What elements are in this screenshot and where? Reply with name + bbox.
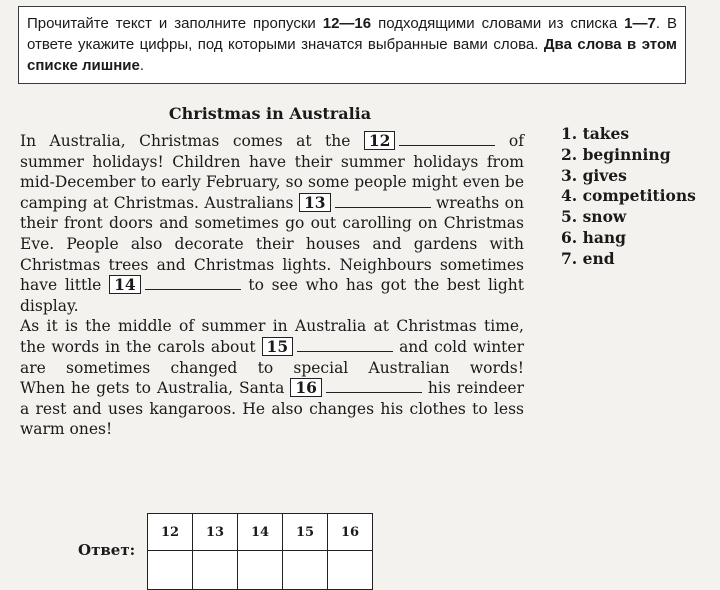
text-fragment: of summer holidays! Children have their summer holidays from mid-December to early February, so some people might even be camping at Christmas.: [20, 132, 524, 212]
answer-label: Ответ:: [78, 541, 136, 559]
gap-number-15: 15: [262, 337, 294, 356]
instruction-note: Два слова в этом списке лишние: [27, 36, 677, 74]
option-item: 2. beginning: [561, 144, 671, 164]
answer-cell-16[interactable]: [328, 551, 373, 590]
option-item: 3. gives: [561, 165, 627, 185]
answer-cell-15[interactable]: [283, 551, 328, 590]
option-item: 5. snow: [561, 207, 627, 227]
answer-table: [147, 513, 373, 590]
instruction-text: Прочитайте текст и заполните пропуски: [27, 15, 323, 32]
answer-cell-13[interactable]: [193, 551, 238, 590]
answer-cell-12[interactable]: [148, 551, 193, 590]
gap-blank-16[interactable]: [326, 378, 422, 393]
gap-blank-13[interactable]: [335, 193, 431, 208]
paragraph: [20, 378, 524, 440]
instruction-text: .: [139, 57, 145, 74]
gap-blank-12[interactable]: [399, 131, 495, 146]
answer-column-header: 15: [283, 514, 328, 551]
gap-number-12: 12: [364, 131, 396, 150]
text-fragment: wreaths on their front doors and sometimes go out carolling on Christmas Eve. People also decorate their houses and gardens with Christmas trees and Christmas lights. Neighbours sometimes have little: [20, 193, 524, 295]
gap-number-14: 14: [109, 275, 141, 294]
gap-number-13: 13: [299, 193, 331, 212]
answer-column-header: 14: [238, 514, 283, 551]
text-fragment: to see who has got the best light display.: [20, 276, 524, 315]
option-item: 6. hang: [561, 227, 626, 247]
answer-column-header: 12: [148, 514, 193, 551]
gap-number-16: 16: [290, 378, 322, 397]
option-item: 7. end: [561, 248, 615, 268]
reading-text: [20, 131, 524, 440]
instruction-gap-range: 12—16: [322, 15, 372, 32]
paragraph: [20, 316, 524, 378]
gap-blank-14[interactable]: [145, 275, 241, 290]
instruction-box: [18, 6, 686, 84]
text-title: Christmas in Australia: [168, 104, 372, 123]
answer-cell-14[interactable]: [238, 551, 283, 590]
answer-column-header: 13: [193, 514, 238, 551]
text-fragment: As it is the middle of summer in Australia at Christmas time, the words in the carols about: [20, 317, 524, 356]
text-fragment: In Australia, Christmas comes at the: [20, 132, 351, 150]
answer-column-header: 16: [328, 514, 373, 551]
paragraph: [20, 131, 524, 316]
text-fragment: his reindeer a rest and uses kangaroos. He also changes his clothes to less warm ones!: [20, 379, 524, 439]
instruction-option-range: 1—7: [624, 15, 656, 32]
option-item: 4. competitions: [561, 186, 696, 206]
text-fragment: and cold winter are sometimes changed to special Australian words!: [20, 337, 524, 377]
text-fragment: When he gets to Australia, Santa: [20, 379, 285, 398]
option-item: 1. takes: [561, 124, 630, 143]
text-fragment: Australians: [204, 193, 294, 212]
word-options-list: [561, 124, 696, 270]
gap-blank-15[interactable]: [297, 337, 393, 352]
instruction-text: . В ответе укажите цифры, под которыми значатся выбранные вами слова.: [27, 15, 677, 53]
instruction-text: подходящими словами из списка: [371, 15, 625, 32]
